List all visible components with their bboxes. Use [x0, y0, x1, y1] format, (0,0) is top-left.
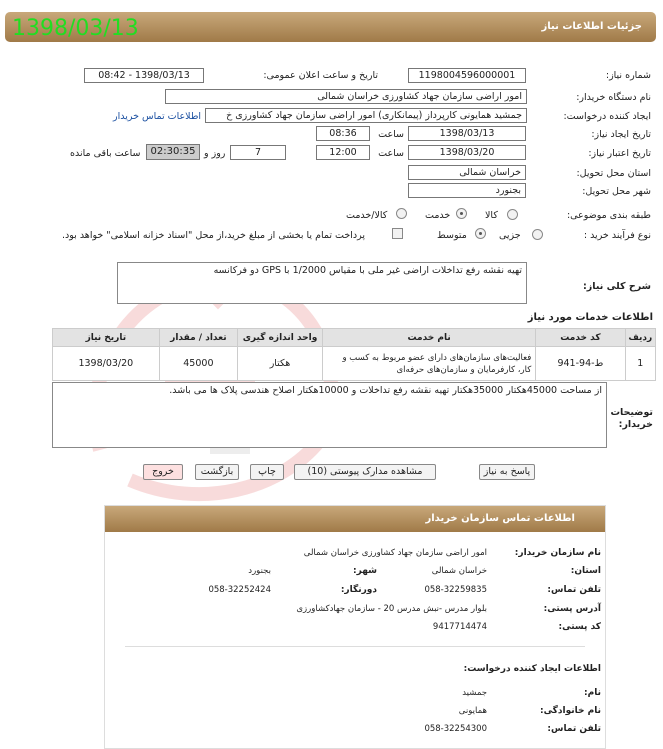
- remaining-label: ساعت باقی مانده: [70, 148, 141, 159]
- category-service-radio[interactable]: [456, 208, 467, 219]
- service-unit: هکتار: [238, 347, 323, 381]
- category-goods-label: کالا: [485, 210, 498, 221]
- service-name: فعالیت‌های سازمان‌های دارای عضو مربوط به کسب و کار، کارفرمایان و سازمان‌های حرفه‌ای: [322, 347, 535, 381]
- announce-datetime-label: تاریخ و ساعت اعلان عمومی:: [263, 70, 378, 81]
- remaining-time-field: 02:30:35: [146, 144, 200, 160]
- valid-date-label: تاریخ اعتبار نیاز:: [588, 148, 651, 159]
- contact-province-value: خراسان شمالی: [431, 566, 487, 576]
- row-number: 1: [625, 347, 655, 381]
- city-field: بجنورد: [408, 183, 526, 198]
- announce-datetime-field: 1398/03/13 - 08:42: [84, 68, 204, 83]
- category-label: طبقه بندی موضوعی:: [566, 210, 651, 221]
- contact-address-label: آدرس پستی:: [543, 604, 601, 614]
- contact-org-label: نام سازمان خریدار:: [514, 548, 601, 558]
- category-both-radio[interactable]: [396, 208, 407, 219]
- contact-org-value: امور اراضی سازمان جهاد کشاورزی خراسان شمالی: [303, 548, 487, 558]
- reply-button[interactable]: پاسخ به نیاز: [479, 464, 535, 480]
- buyer-notes-text: از مساحت 45000هکتار 35000هکتار تهیه نقشه رفع تداخلات و 10000هکتار اصلاح هندسی پلاک ها می باشد.: [169, 385, 602, 396]
- creator-family-label: نام خانوادگی:: [539, 706, 601, 716]
- contact-fax-value: 058-32252424: [208, 585, 271, 595]
- page-title: جزئیات اطلاعات نیاز: [541, 21, 642, 32]
- contact-fax-label: دورنگار:: [340, 585, 377, 595]
- purchase-minor-radio[interactable]: [532, 229, 543, 240]
- province-field: خراسان شمالی: [408, 165, 526, 180]
- date-stamp: 1398/03/13: [12, 16, 139, 41]
- create-time-field: 08:36: [316, 126, 370, 141]
- contact-city-label: شهر:: [353, 566, 377, 576]
- province-label: استان محل تحویل:: [576, 168, 651, 179]
- col-row: ردیف: [625, 329, 655, 347]
- days-field: 7: [230, 145, 286, 160]
- category-service-label: خدمت: [425, 210, 451, 221]
- contact-panel-header: [105, 506, 605, 532]
- buyer-notes-label: توضیحات خریدار:: [610, 407, 653, 430]
- creator-family-value: همایونی: [458, 706, 487, 716]
- summary-text: تهیه نقشه رفع تداخلات اراضی غیر ملی با مقیاس 1/2000 با GPS دو فرکانسه: [213, 265, 522, 276]
- requester-field: جمشید همایونی کارپرداز (پیمانکاری) امور اراضی سازمان جهاد کشاورزی خ: [205, 108, 527, 123]
- creator-section-title: اطلاعات ایجاد کننده درخواست:: [463, 664, 601, 674]
- buyer-org-label: نام دستگاه خریدار:: [576, 92, 651, 103]
- col-need-date: تاریخ نیاز: [53, 329, 160, 347]
- purchase-minor-label: جزیی: [499, 230, 521, 241]
- contact-postal-value: 9417714474: [432, 622, 487, 632]
- contact-info-link[interactable]: اطلاعات تماس خریدار: [113, 111, 202, 122]
- purchase-medium-label: متوسط: [437, 230, 467, 241]
- col-unit: واحد اندازه گیری: [238, 329, 323, 347]
- days-label: روز و: [204, 148, 226, 159]
- create-date-label: تاریخ ایجاد نیاز:: [591, 129, 651, 140]
- print-button[interactable]: چاپ: [250, 464, 284, 480]
- create-date-field: 1398/03/13: [408, 126, 526, 141]
- contact-divider: [125, 646, 585, 647]
- services-section-title: اطلاعات خدمات مورد نیاز: [527, 312, 653, 323]
- purchase-type-label: نوع فرآیند خرید :: [583, 230, 651, 241]
- services-table-header: [53, 329, 656, 347]
- col-service-name: نام خدمت: [322, 329, 535, 347]
- contact-phone-value: 058-32259835: [424, 585, 487, 595]
- valid-date-field: 1398/03/20: [408, 145, 526, 160]
- city-label: شهر محل تحویل:: [582, 186, 651, 197]
- contact-province-label: استان:: [570, 566, 601, 576]
- contact-address-value: بلوار مدرس -نبش مدرس 20 - سازمان جهادکشاورزی: [296, 604, 487, 614]
- category-goods-radio[interactable]: [507, 209, 518, 220]
- buyer-notes-box: [52, 382, 607, 448]
- service-quantity: 45000: [159, 347, 237, 381]
- attachments-button[interactable]: مشاهده مدارک پیوستی (10): [294, 464, 436, 480]
- creator-name-label: نام:: [584, 688, 601, 698]
- service-code: ط-94-941: [536, 347, 625, 381]
- treasury-payment-note: پرداخت تمام یا بخشی از مبلغ خرید،از محل "اسناد خزانه اسلامی" خواهد بود.: [62, 230, 365, 241]
- buyer-org-field: امور اراضی سازمان جهاد کشاورزی خراسان شمالی: [165, 89, 527, 104]
- contact-panel-title: اطلاعات تماس سازمان خریدار: [425, 513, 575, 524]
- services-table: [52, 328, 656, 381]
- create-time-label: ساعت: [378, 129, 404, 140]
- col-quantity: تعداد / مقدار: [159, 329, 237, 347]
- summary-box: [117, 262, 527, 304]
- creator-phone-value: 058-32254300: [424, 724, 487, 734]
- need-number-label: شماره نیاز:: [605, 70, 651, 81]
- exit-button[interactable]: خروج: [143, 464, 183, 480]
- col-service-code: کد خدمت: [536, 329, 625, 347]
- need-number-field: 1198004596000001: [408, 68, 526, 83]
- treasury-payment-checkbox[interactable]: [392, 228, 403, 239]
- requester-label: ایجاد کننده درخواست:: [563, 111, 651, 122]
- creator-phone-label: تلفن تماس:: [547, 724, 601, 734]
- purchase-medium-radio[interactable]: [475, 228, 486, 239]
- service-need-date: 1398/03/20: [53, 347, 160, 381]
- contact-phone-label: تلفن تماس:: [547, 585, 601, 595]
- contact-panel: [104, 505, 606, 749]
- valid-time-label: ساعت: [378, 148, 404, 159]
- valid-time-field: 12:00: [316, 145, 370, 160]
- creator-name-value: جمشید: [462, 688, 487, 698]
- category-both-label: کالا/خدمت: [346, 210, 388, 221]
- back-button[interactable]: بازگشت: [195, 464, 239, 480]
- contact-city-value: بجنورد: [248, 566, 271, 576]
- summary-label: شرح کلی نیاز:: [582, 281, 651, 292]
- contact-postal-label: کد پستی:: [558, 622, 601, 632]
- table-row: [53, 347, 656, 381]
